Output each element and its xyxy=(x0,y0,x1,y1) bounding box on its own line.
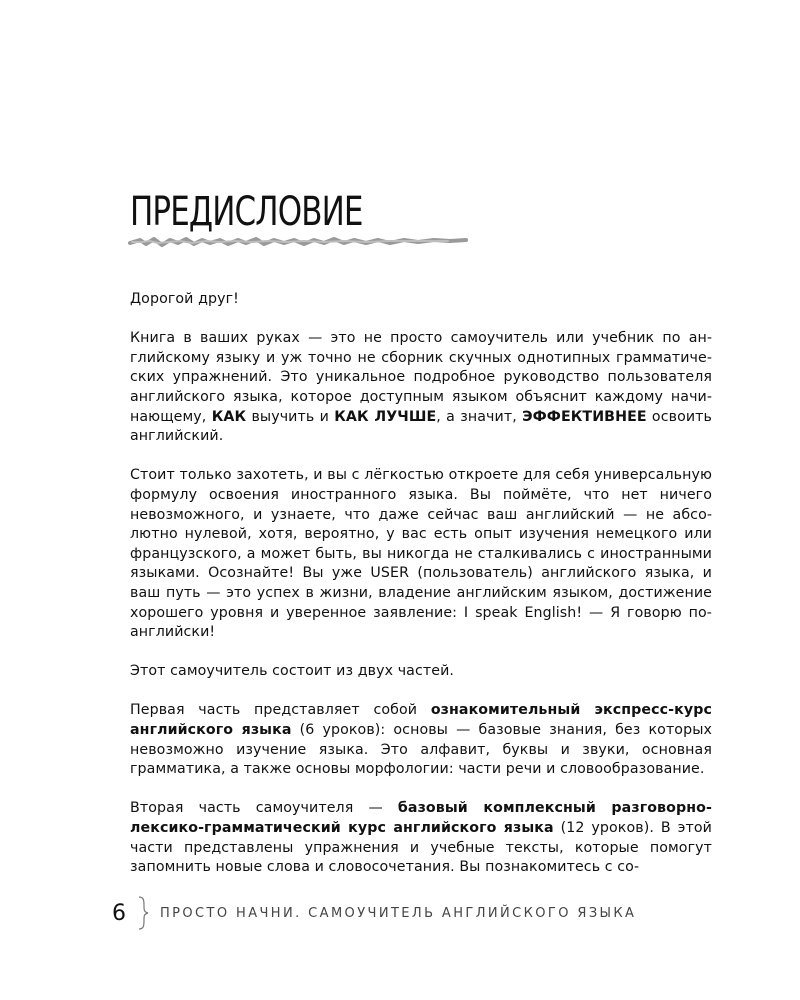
curly-brace-divider-icon xyxy=(136,896,150,930)
page-number: 6 xyxy=(112,900,126,926)
paragraph-part-one: Первая часть представляет собой ознакомительный экспресс-курс английского языка (6 уроков): основы — базовые знания, без которых невозможно изучение языка. Это алфавит, буквы и звуки, основная грамматика, а также основы морфологии: части речи и словообразование. xyxy=(130,702,712,778)
emphasis-more-effective: ЭФФЕКТИВНЕЕ xyxy=(522,408,647,425)
emphasis-how-better: КАК ЛУЧШЕ xyxy=(334,408,437,425)
paragraph-greeting: Дорогой друг! xyxy=(130,291,239,307)
running-title: ПРОСТО НАЧНИ. САМОУЧИТЕЛЬ АНГЛИЙСКОГО ЯЗЫКА xyxy=(160,905,637,921)
title-underline-decoration xyxy=(128,234,468,250)
emphasis-how: КАК xyxy=(211,408,247,425)
paragraph-motivation: Стоит только захотеть, и вы с лёгкостью откроете для себя универсальную формулу освоения иностранного языка. Вы поймёте, что нет ничего невозможного, и узнаете, что даже сейчас ваш английский — не абсолютно нулевой, хотя, вероятно, у вас есть опыт изучения немецкого или французского, а может быть, вы никогда не сталкивались с иностранными языками. Осознайте! Вы уже USER (пользователь) английского языка, и ваш путь — это успех в жизни, владение английским языком, достижение хорошего уровня и уверенное заявление: I speak English! — Я говорю по-английски! xyxy=(130,467,712,641)
body-text xyxy=(130,290,712,878)
paragraph-part-two: Вторая часть самоучителя — базовый комплексный разговорно-лексико-грамматический курс английского языка (12 уроков). В этой части представлены упражнения и учебные тексты, которые помогут запомнить новые слова и словосочетания. Вы познакомитесь с со- xyxy=(130,800,712,876)
page-title: ПРЕДИСЛОВИЕ xyxy=(130,189,363,235)
emphasis-part-one-course: ознакомительный экспресс-курс английского языка xyxy=(130,702,712,739)
paragraph-intro: Книга в ваших руках — это не просто самоучитель или учебник по английскому языку и уж точно не сборник скучных однотипных грамматических упражнений. Это уникальное подробное руководство пользователя английского языка, которое доступным языком объяснит каждому начинающему, КАК выучить и КАК ЛУЧШЕ, а значит, ЭФФЕКТИВНЕЕ освоить английский. xyxy=(130,330,712,445)
paragraph-structure: Этот самоучитель состоит из двух частей. xyxy=(130,663,455,680)
page-footer xyxy=(112,896,636,930)
emphasis-part-two-course: базовый комплексный разговорно-лексико-грамматический курс английского языка xyxy=(130,800,712,837)
